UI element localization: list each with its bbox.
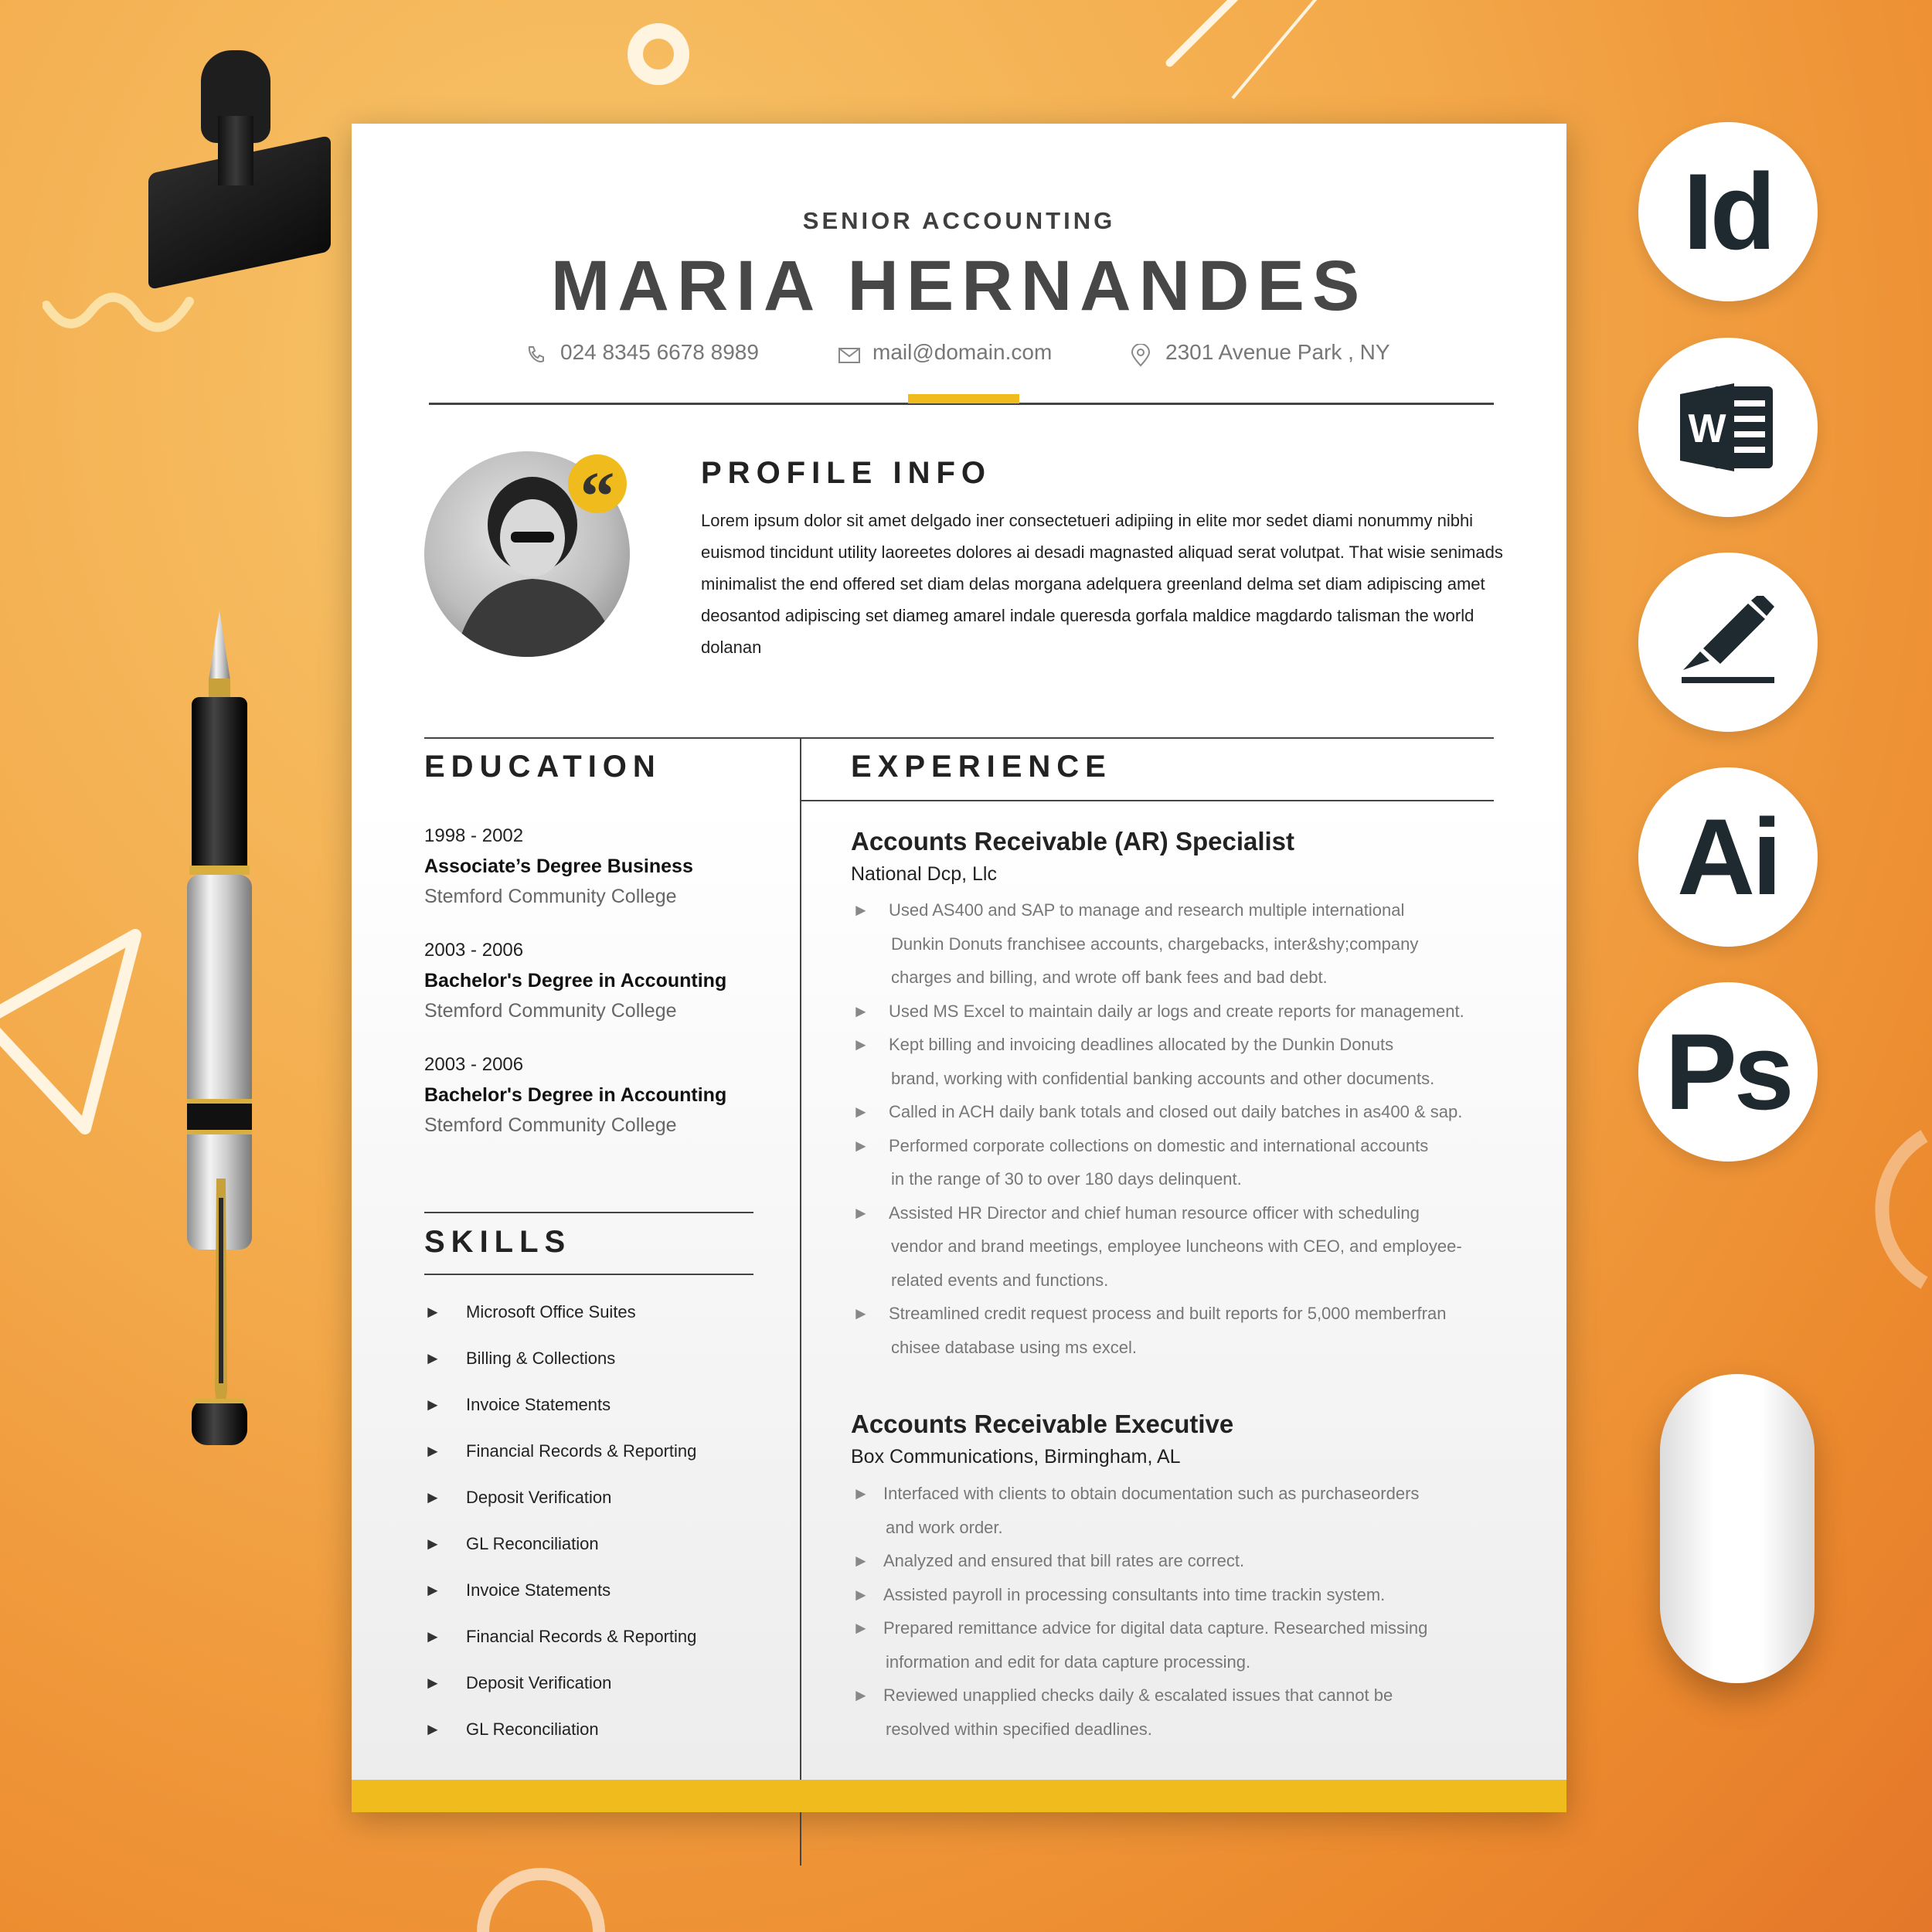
pen-glyph-icon [1674, 596, 1782, 689]
contact-address: 2301 Avenue Park , NY [1165, 340, 1390, 364]
stamp-neck [218, 116, 253, 185]
job-bullet-line: Used MS Excel to maintain daily ar logs and create reports for management. [889, 1001, 1464, 1021]
bullet-icon: ► [852, 1551, 869, 1570]
deco-arc-right [1808, 1121, 1932, 1306]
contact-email[interactable]: mail@domain.com [872, 340, 1053, 364]
job-bullet-line: vendor and brand meetings, employee luncheons with CEO, and employee- [891, 1236, 1462, 1256]
skill-item: Deposit Verification [466, 1673, 612, 1692]
header-accent [908, 394, 1019, 403]
skill-item: GL Reconciliation [466, 1719, 599, 1739]
job-bullet-line: Assisted payroll in processing consultants into time trackin system. [883, 1584, 1386, 1604]
bullet-icon: ► [424, 1673, 441, 1692]
skill-item: Microsoft Office Suites [466, 1302, 636, 1321]
job-bullet-line: Analyzed and ensured that bill rates are correct. [883, 1551, 1245, 1570]
education-school: Stemford Community College [424, 886, 677, 907]
bullet-icon: ► [852, 1202, 869, 1223]
indesign-icon: Id [1638, 122, 1818, 301]
job-bullet-line: Called in ACH daily bank totals and closed out daily batches in as400 & sap. [889, 1102, 1463, 1121]
job-bullet-line: related events and functions. [891, 1270, 1109, 1290]
bullet-icon: ► [852, 1102, 869, 1121]
education-years: 2003 - 2006 [424, 1054, 524, 1075]
bullet-icon: ► [424, 1349, 441, 1368]
svg-text:W: W [1688, 406, 1726, 451]
column-divider [800, 737, 801, 1866]
experience-title: EXPERIENCE [851, 750, 1112, 784]
computer-mouse [1660, 1374, 1815, 1683]
skill-item: Invoice Statements [466, 1580, 611, 1600]
bullet-icon: ► [424, 1627, 441, 1646]
bullet-icon: ► [852, 1304, 869, 1323]
job-bullet-line: in the range of 30 to over 180 days delinquent. [891, 1169, 1242, 1189]
bullet-icon: ► [852, 1484, 869, 1503]
fountain-pen [185, 611, 253, 1461]
skills-top-rule [424, 1212, 753, 1213]
skill-item: Billing & Collections [466, 1349, 616, 1368]
photoshop-icon: Ps [1638, 982, 1818, 1162]
education-degree: Associate’s Degree Business [424, 855, 693, 877]
education-school: Stemford Community College [424, 1114, 677, 1136]
job-bullet-line: chisee database using ms excel. [891, 1337, 1137, 1357]
bullet-icon: ► [852, 1001, 869, 1021]
mail-icon [838, 348, 860, 363]
candidate-name: MARIA HERNANDES [550, 247, 1368, 325]
bullet-icon: ► [852, 1035, 869, 1054]
skill-item: Invoice Statements [466, 1395, 611, 1414]
skill-item: Financial Records & Reporting [466, 1627, 697, 1646]
bullet-icon: ► [852, 1618, 869, 1638]
job-bullet-line: Used AS400 and SAP to manage and research multiple international [889, 900, 1405, 920]
education-degree: Bachelor's Degree in Accounting [424, 970, 727, 992]
job-title: Accounts Receivable (AR) Specialist [851, 827, 1295, 855]
job-company: National Dcp, Llc [851, 863, 997, 885]
bullet-icon: ► [424, 1534, 441, 1553]
experience-title-rule [800, 800, 1494, 801]
deco-ring-top [628, 23, 689, 85]
job-bullet-line: information and edit for data capture processing. [886, 1651, 1251, 1672]
job-bullet-line: Interfaced with clients to obtain documentation such as purchaseorders [883, 1484, 1420, 1503]
skills-title: SKILLS [424, 1225, 572, 1259]
illustrator-icon: Ai [1638, 767, 1818, 947]
job-bullet-line: Assisted HR Director and chief human resource officer with scheduling [889, 1202, 1420, 1223]
resume-page [352, 124, 1566, 1812]
education-title: EDUCATION [424, 750, 662, 784]
quote-badge [568, 454, 627, 535]
deco-line-top-thin [1231, 0, 1328, 99]
job-bullet-line: Dunkin Donuts franchisee accounts, chargebacks, inter&shy;company [891, 934, 1419, 954]
bullet-icon: ► [424, 1488, 441, 1507]
skills-bottom-rule [424, 1274, 753, 1275]
bullet-icon: ► [852, 1135, 869, 1155]
location-icon [1131, 344, 1151, 367]
profile-title: PROFILE INFO [701, 456, 992, 490]
contact-phone: 024 8345 6678 8989 [560, 340, 759, 364]
bullet-icon: ► [424, 1441, 441, 1461]
job-title: Accounts Receivable Executive [851, 1410, 1234, 1438]
deco-line-top [1164, 0, 1301, 69]
deco-triangle [0, 920, 147, 1144]
bullet-icon: ► [424, 1719, 441, 1739]
bullet-icon: ► [424, 1395, 441, 1414]
job-bullet-line: and work order. [886, 1517, 1003, 1537]
education-degree: Bachelor's Degree in Accounting [424, 1084, 727, 1106]
job-subtitle: SENIOR ACCOUNTING [802, 207, 1116, 234]
education-years: 1998 - 2002 [424, 825, 524, 846]
job-bullet-line: Prepared remittance advice for digital data capture. Researched missing [883, 1618, 1428, 1638]
bullet-icon: ► [852, 900, 869, 920]
profile-text: Lorem ipsum dolor sit amet delgado iner consectetueri adipiing in elite mor sedet diami nonummy nibhi euismod tincidunt utility laoreetes dolores ai desadi magnasted aliquad serat volutpat. That wisie senimads minimalist the end offered set diam delas morgana adelquera greenland delma set diam adipiscing amet deosantod adipiscing set diameg amarel indale queresda gorfala maldice magdardo talisman the world dolanan [701, 511, 1503, 657]
deco-wave [43, 286, 197, 340]
word-icon [1638, 338, 1818, 517]
job-bullet-line: Kept billing and invoicing deadlines allocated by the Dunkin Donuts [889, 1035, 1394, 1054]
bullet-icon: ► [424, 1580, 441, 1600]
phone-icon [526, 345, 546, 365]
job-bullet-line: resolved within specified deadlines. [886, 1719, 1152, 1739]
skill-item: Financial Records & Reporting [466, 1441, 697, 1461]
job-bullet-line: Streamlined credit request process and built reports for 5,000 memberfran [889, 1304, 1447, 1323]
job-company: Box Communications, Birmingham, AL [851, 1446, 1181, 1468]
skill-item: GL Reconciliation [466, 1534, 599, 1553]
bullet-icon: ► [852, 1584, 869, 1604]
job-bullet-line: charges and billing, and wrote off bank fees and bad debt. [891, 968, 1328, 987]
education-years: 2003 - 2006 [424, 940, 524, 961]
education-school: Stemford Community College [424, 1000, 677, 1022]
bullet-icon: ► [424, 1302, 441, 1321]
skill-item: Deposit Verification [466, 1488, 612, 1507]
word-glyph-icon [1674, 377, 1782, 478]
sections-top-rule [424, 737, 1494, 739]
job-bullet-line: Performed corporate collections on domestic and international accounts [889, 1135, 1429, 1155]
job-bullet-line: brand, working with confidential banking accounts and other documents. [891, 1068, 1435, 1088]
pen-tool-icon [1638, 553, 1818, 732]
bullet-icon: ► [852, 1685, 869, 1705]
deco-arc-bottom [471, 1839, 611, 1932]
footer-accent-bar [352, 1780, 1566, 1812]
quote-icon: “ [580, 458, 615, 535]
job-bullet-line: Reviewed unapplied checks daily & escalated issues that cannot be [883, 1685, 1393, 1705]
